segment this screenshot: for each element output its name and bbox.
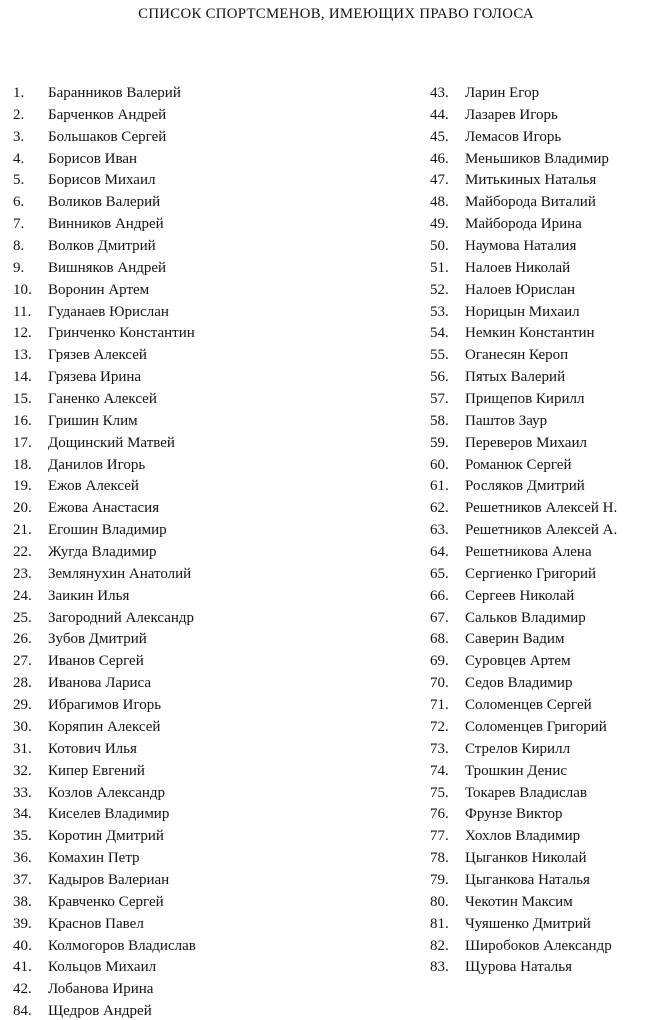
list-item [430,848,617,870]
item-name: Решетников Алексей Н. [465,500,618,517]
item-number: 56. [430,369,449,386]
item-number: 15. [13,391,32,408]
item-number: 38. [13,893,32,910]
list-item [430,302,617,324]
item-number: 57. [430,391,449,408]
item-number: 31. [13,740,32,757]
item-number: 48. [430,194,449,211]
item-name: Гуданаев Юрислан [48,303,169,320]
item-number: 39. [13,915,32,932]
item-name: Цыганков Николай [465,850,587,867]
list-item [430,586,617,608]
list-item [13,105,196,127]
item-name: Воликов Валерий [48,194,161,211]
item-name: Лемасов Игорь [465,128,562,145]
item-number: 70. [430,675,449,692]
item-number: 2. [13,106,25,123]
list-item [430,870,617,892]
list-item [13,127,196,149]
list-item [13,804,196,826]
item-number: 1. [13,85,25,101]
list-item [13,979,196,1001]
list-item [13,83,196,105]
item-number: 24. [13,587,32,604]
list-item [430,629,617,651]
list-item [13,302,196,324]
item-name: Воронин Артем [48,281,150,298]
item-number: 58. [430,412,449,429]
list-item [13,149,196,171]
item-name: Коротин Дмитрий [48,828,164,845]
item-number: 27. [13,653,32,670]
list-item [430,804,617,826]
item-name: Пятых Валерий [465,369,566,386]
item-number: 40. [13,937,32,954]
item-number: 7. [13,216,25,233]
item-number: 78. [430,850,449,867]
item-number: 16. [13,412,32,429]
list-item [430,739,617,761]
item-name: Сергиенко Григорий [465,565,597,582]
item-name: Немкин Константин [465,325,595,342]
item-name: Норицын Михаил [465,303,580,320]
list-item [13,673,196,695]
item-name: Ибрагимов Игорь [48,697,162,714]
list-item [13,914,196,936]
list-item [430,651,617,673]
item-number: 59. [430,434,449,451]
item-number: 34. [13,806,32,823]
list-item [13,498,196,520]
athlete-list-column-2 [430,83,617,979]
list-item [430,608,617,630]
item-name: Щедров Андрей [48,1003,152,1020]
item-number: 67. [430,609,449,626]
item-number: 36. [13,850,32,867]
item-number: 62. [430,500,449,517]
list-item [430,761,617,783]
item-name: Решетников Алексей А. [465,522,618,539]
item-name: Токарев Владислав [465,784,587,801]
item-number: 17. [13,434,32,451]
list-item [430,389,617,411]
item-name: Наумова Наталия [465,238,577,255]
list-item [430,258,617,280]
list-item [13,608,196,630]
item-name: Данилов Игорь [48,456,146,473]
item-number: 23. [13,565,32,582]
list-item [430,214,617,236]
list-item [13,455,196,477]
item-number: 66. [430,587,449,604]
item-name: Землянухин Анатолий [48,565,192,582]
item-number: 10. [13,281,32,298]
item-name: Цыганкова Наталья [465,871,590,888]
list-item [13,389,196,411]
item-number: 75. [430,784,449,801]
item-number: 21. [13,522,32,539]
item-number: 61. [430,478,449,495]
item-name: Сальков Владимир [465,609,586,626]
item-number: 6. [13,194,25,211]
item-number: 22. [13,544,32,561]
item-number: 25. [13,609,32,626]
list-item [430,83,617,105]
item-number: 47. [430,172,449,189]
item-number: 5. [13,172,25,189]
list-item [430,892,617,914]
item-name: Лобанова Ирина [48,981,154,998]
page-title: СПИСОК СПОРТСМЕНОВ, ИМЕЮЩИХ ПРАВО ГОЛОСА [138,6,534,22]
list-item [13,411,196,433]
item-name: Заикин Илья [48,587,130,604]
item-number: 28. [13,675,32,692]
list-item [13,761,196,783]
list-item [430,717,617,739]
item-name: Переверов Михаил [465,434,587,451]
item-name: Краснов Павел [48,915,144,932]
item-name: Митькиных Наталья [465,172,597,189]
list-item [430,411,617,433]
item-number: 29. [13,697,32,714]
item-name: Соломенцев Григорий [465,718,607,735]
item-number: 83. [430,959,449,976]
list-item [13,870,196,892]
item-number: 19. [13,478,32,495]
item-number: 63. [430,522,449,539]
list-item [13,892,196,914]
item-name: Романюк Сергей [465,456,572,473]
item-number: 54. [430,325,449,342]
item-name: Ежова Анастасия [48,500,160,517]
item-number: 51. [430,259,449,276]
item-name: Оганесян Кероп [465,347,569,364]
item-number: 76. [430,806,449,823]
list-item [430,236,617,258]
item-name: Росляков Дмитрий [465,478,585,495]
item-name: Трошкин Денис [465,762,568,779]
list-item [430,127,617,149]
list-item [430,783,617,805]
item-name: Жугда Владимир [48,544,157,561]
item-number: 33. [13,784,32,801]
list-item [13,695,196,717]
item-name: Лазарев Игорь [465,106,558,123]
list-item [13,170,196,192]
item-name: Винников Андрей [48,216,164,233]
list-item [13,651,196,673]
item-name: Иванова Лариса [48,675,152,692]
item-number: 8. [13,238,25,255]
item-name: Седов Владимир [465,675,573,692]
item-name: Сергеев Николай [465,587,575,604]
item-number: 73. [430,740,449,757]
item-number: 42. [13,981,32,998]
list-item [13,192,196,214]
item-name: Гринченко Константин [48,325,195,342]
item-number: 45. [430,128,449,145]
item-name: Баранников Валерий [48,85,181,101]
list-item [430,433,617,455]
item-number: 68. [430,631,449,648]
item-name: Котович Илья [48,740,137,757]
item-number: 18. [13,456,32,473]
list-item [430,498,617,520]
list-item [430,936,617,958]
item-name: Хохлов Владимир [465,828,581,845]
item-number: 26. [13,631,32,648]
athlete-list-column-1 [13,83,196,1020]
list-item [13,936,196,958]
list-item [430,957,617,979]
item-number: 12. [13,325,32,342]
item-name: Грязев Алексей [48,347,147,364]
item-number: 77. [430,828,449,845]
list-item [430,476,617,498]
list-item [13,280,196,302]
item-number: 80. [430,893,449,910]
item-name: Майборода Ирина [465,216,582,233]
list-item [430,105,617,127]
item-name: Решетникова Алена [465,544,592,561]
item-number: 43. [430,85,449,101]
item-name: Волков Дмитрий [48,238,156,255]
item-name: Загородний Александр [48,609,195,626]
list-item [13,629,196,651]
list-item [13,520,196,542]
item-number: 72. [430,718,449,735]
item-name: Кадыров Валериан [48,871,170,888]
item-number: 20. [13,500,32,517]
item-name: Борисов Иван [48,150,138,167]
item-number: 37. [13,871,32,888]
item-number: 32. [13,762,32,779]
list-item [13,367,196,389]
item-name: Грязева Ирина [48,369,142,386]
item-number: 3. [13,128,25,145]
item-number: 82. [430,937,449,954]
item-name: Майборода Виталий [465,194,596,211]
item-name: Чуяшенко Дмитрий [465,915,591,932]
item-name: Фрунзе Виктор [465,806,563,823]
list-item [430,826,617,848]
item-name: Кипер Евгений [48,762,145,779]
list-item [430,564,617,586]
list-item [13,323,196,345]
list-item [13,586,196,608]
list-item [13,1001,196,1020]
item-number: 14. [13,369,32,386]
list-item [13,783,196,805]
list-item [430,323,617,345]
item-name: Ганенко Алексей [48,391,157,408]
item-number: 11. [13,303,32,320]
list-item [430,695,617,717]
item-number: 52. [430,281,449,298]
list-item [13,739,196,761]
item-name: Комахин Петр [48,850,140,867]
item-number: 46. [430,150,449,167]
item-number: 30. [13,718,32,735]
list-item [430,367,617,389]
item-number: 35. [13,828,32,845]
item-number: 60. [430,456,449,473]
item-name: Коряпин Алексей [48,718,161,735]
list-item [430,455,617,477]
item-name: Барченков Андрей [48,106,167,123]
item-number: 50. [430,238,449,255]
list-item [13,848,196,870]
item-number: 9. [13,259,25,276]
list-item [13,957,196,979]
item-name: Иванов Сергей [48,653,144,670]
item-number: 64. [430,544,449,561]
item-name: Щурова Наталья [465,959,572,976]
list-item [13,542,196,564]
item-name: Соломенцев Сергей [465,697,592,714]
item-number: 71. [430,697,449,714]
item-name: Стрелов Кирилл [465,740,571,757]
list-item [430,914,617,936]
list-item [13,717,196,739]
item-name: Широбоков Александр [465,937,612,954]
list-item [430,149,617,171]
item-name: Ежов Алексей [48,478,139,495]
item-name: Кольцов Михаил [48,959,157,976]
list-item [430,520,617,542]
list-item [13,345,196,367]
item-name: Саверин Вадим [465,631,565,648]
item-name: Колмогоров Владислав [48,937,196,954]
item-number: 49. [430,216,449,233]
list-item [13,214,196,236]
list-item [430,542,617,564]
item-name: Ларин Егор [465,85,540,101]
list-item [13,564,196,586]
item-number: 84. [13,1003,32,1020]
item-name: Киселев Владимир [48,806,170,823]
list-item [430,345,617,367]
item-number: 65. [430,565,449,582]
item-name: Паштов Заур [465,412,548,429]
list-item [13,476,196,498]
item-number: 41. [13,959,32,976]
item-name: Прищепов Кирилл [465,391,585,408]
item-number: 79. [430,871,449,888]
item-name: Налоев Николай [465,259,571,276]
item-name: Меньшиков Владимир [465,150,609,167]
item-name: Козлов Александр [48,784,166,801]
list-item [430,170,617,192]
item-number: 69. [430,653,449,670]
item-name: Большаков Сергей [48,128,167,145]
item-name: Налоев Юрислан [465,281,576,298]
list-item [13,236,196,258]
item-name: Чекотин Максим [465,893,573,910]
item-number: 74. [430,762,449,779]
item-name: Зубов Дмитрий [48,631,147,648]
item-number: 81. [430,915,449,932]
item-name: Борисов Михаил [48,172,156,189]
item-name: Дощинский Матвей [48,434,175,451]
item-name: Кравченко Сергей [48,893,164,910]
list-item [13,826,196,848]
list-item [13,433,196,455]
item-number: 4. [13,150,25,167]
item-number: 44. [430,106,449,123]
item-number: 13. [13,347,32,364]
list-item [430,673,617,695]
item-name: Суровцев Артем [465,653,571,670]
list-item [430,280,617,302]
list-item [13,258,196,280]
item-name: Егошин Владимир [48,522,167,539]
item-number: 55. [430,347,449,364]
item-name: Вишняков Андрей [48,259,167,276]
list-item [430,192,617,214]
item-number: 53. [430,303,449,320]
item-name: Гришин Клим [48,412,138,429]
